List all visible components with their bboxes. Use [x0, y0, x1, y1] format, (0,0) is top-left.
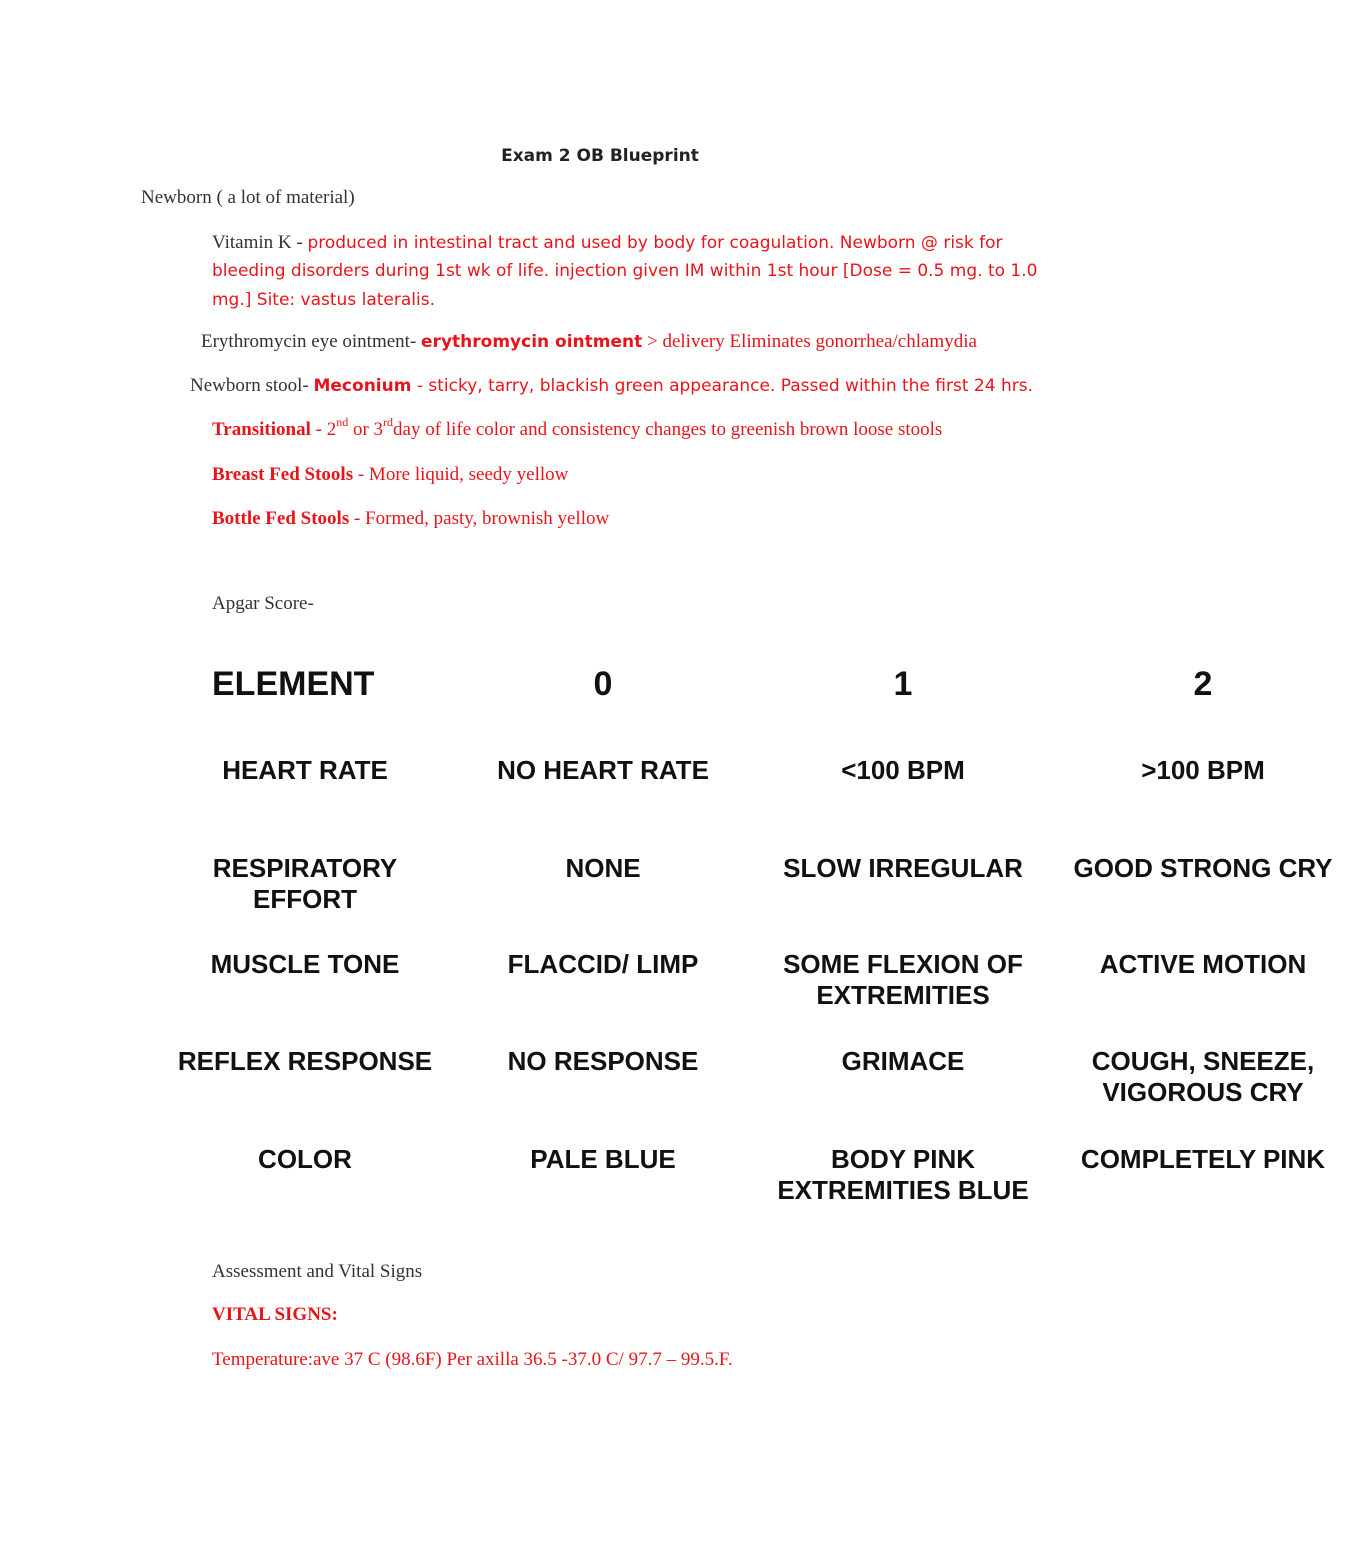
vitamin-k-line-2: bleeding disorders during 1st wk of life. injection given IM within 1st hour [Dose = 0.5 mg. to 1.0	[212, 261, 1038, 281]
transitional-text-3: day of life color and consistency changes to greenish brown loose stools	[393, 419, 943, 440]
table-cell: <100 BPM	[841, 755, 965, 785]
table-header-2: 2	[1193, 665, 1213, 703]
temperature-line: Temperature:ave 37 C (98.6F) Per axilla 36.5 -37.0 C/ 97.7 – 99.5.F.	[212, 1349, 733, 1370]
bottle-fed-bold: Bottle Fed Stools	[212, 508, 350, 529]
bottle-fed-rest: - Formed, pasty, brownish yellow	[349, 508, 610, 529]
transitional-bold: Transitional	[212, 419, 311, 440]
bottle-fed-line	[212, 508, 609, 530]
table-cell: SLOW IRREGULAR	[783, 853, 1023, 883]
table-header-element: ELEMENT	[212, 665, 375, 703]
table-cell: COUGH, SNEEZE, VIGOROUS CRY	[1091, 1046, 1315, 1107]
breast-fed-bold: Breast Fed Stools	[212, 464, 354, 485]
table-cell: REFLEX RESPONSE	[177, 1046, 433, 1076]
table-cell: >100 BPM	[1141, 755, 1265, 785]
apgar-label: Apgar Score-	[212, 593, 314, 614]
erythromycin-bold: erythromycin ointment	[421, 332, 643, 352]
transitional-text-1: - 2	[310, 419, 337, 440]
table-header-0: 0	[593, 665, 613, 703]
table-cell: RESPIRATORY EFFORT	[212, 853, 398, 914]
vitamin-k-text-1: produced in intestinal tract and used by body for coagulation. Newborn @ risk for	[307, 233, 1003, 253]
stool-rest: - sticky, tarry, blackish green appearance. Passed within the first 24 hrs.	[411, 376, 1033, 396]
stool-label: Newborn stool-	[190, 375, 314, 396]
erythromycin-rest: > delivery Eliminates gonorrhea/chlamydia	[642, 331, 977, 352]
table-cell: NO HEART RATE	[497, 755, 709, 785]
stool-bold: Meconium	[313, 376, 412, 396]
document-title: Exam 2 OB Blueprint	[501, 146, 699, 166]
newborn-heading: Newborn ( a lot of material)	[141, 187, 355, 208]
table-cell: HEART RATE	[222, 755, 388, 785]
transitional-line	[212, 414, 943, 441]
table-cell: COLOR	[258, 1144, 352, 1174]
table-cell: FLACCID/ LIMP	[507, 949, 699, 979]
erythromycin-label: Erythromycin eye ointment-	[201, 331, 422, 352]
breast-fed-rest: - More liquid, seedy yellow	[353, 464, 569, 485]
table-cell: MUSCLE TONE	[210, 949, 400, 979]
table-header-1: 1	[893, 665, 913, 703]
table-cell: ACTIVE MOTION	[1099, 949, 1307, 979]
table-cell: COMPLETELY PINK	[1080, 1144, 1326, 1174]
assessment-label: Assessment and Vital Signs	[212, 1261, 423, 1282]
vitamin-k-line-1	[212, 228, 1003, 258]
vitamin-k-line-3: mg.] Site: vastus lateralis.	[212, 290, 435, 310]
transitional-sup-2: rd	[383, 414, 394, 429]
breast-fed-line	[212, 464, 568, 486]
vital-signs-heading: VITAL SIGNS:	[212, 1304, 338, 1325]
table-cell: GRIMACE	[841, 1046, 965, 1076]
table-cell: BODY PINK EXTREMITIES BLUE	[777, 1144, 1029, 1205]
table-cell: SOME FLEXION OF EXTREMITIES	[783, 949, 1023, 1010]
table-cell: GOOD STRONG CRY	[1073, 853, 1333, 883]
stool-line	[190, 375, 1033, 397]
erythromycin-line	[201, 331, 977, 353]
table-cell: PALE BLUE	[530, 1144, 676, 1174]
transitional-sup-1: nd	[336, 414, 349, 429]
table-cell: NO RESPONSE	[507, 1046, 699, 1076]
table-cell: NONE	[565, 853, 641, 883]
transitional-text-2: or 3	[348, 419, 384, 440]
vitamin-k-label: Vitamin K -	[212, 232, 308, 253]
